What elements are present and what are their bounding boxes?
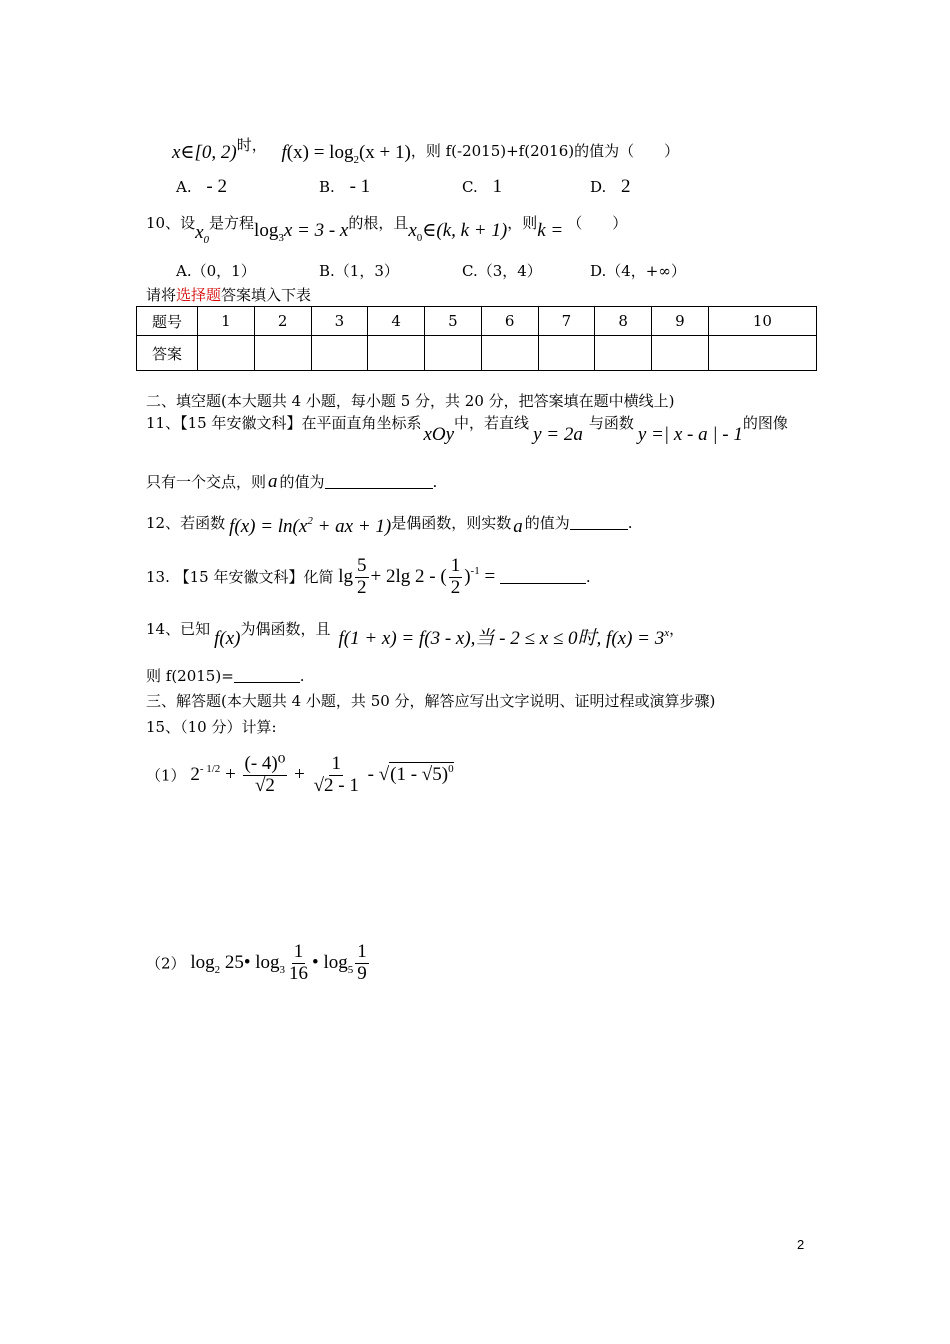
- q14-prefix: 14、已知: [146, 620, 211, 638]
- answer-cell[interactable]: [198, 336, 255, 371]
- q12-prefix: 12、若函数: [146, 514, 226, 532]
- q15-p1-sqrt: √: [378, 763, 390, 785]
- q14-end: .: [299, 667, 305, 685]
- q15-p2-frac3: [355, 942, 369, 985]
- q11-line-eq: y = 2a: [533, 424, 583, 445]
- q15-p2-log2: log: [255, 951, 280, 973]
- q12-func: [229, 516, 391, 537]
- answer-cell[interactable]: [538, 336, 595, 371]
- q15-p1-root: (1 - √5): [390, 763, 449, 785]
- q10-eq-rest: x = 3 - x: [283, 220, 349, 241]
- q15-p2-a1: 25•: [220, 951, 251, 973]
- q12-line: [146, 514, 633, 539]
- answer-cell[interactable]: [652, 336, 709, 371]
- q15-p2-log1: log: [190, 951, 215, 973]
- q13-prefix: 13. 【15 年安徽文科】化简: [146, 567, 334, 586]
- q10-cond-sub: 0: [416, 232, 423, 244]
- q13-expression: [338, 555, 500, 598]
- q14-line2: [146, 667, 305, 685]
- q10-eq-log: log: [254, 220, 279, 241]
- q15-p1-plus2: +: [294, 763, 305, 785]
- q10-cond: [408, 220, 508, 244]
- q15-p2-num2: 1: [293, 941, 304, 962]
- q12-sup: 2: [307, 515, 313, 527]
- answer-table-header-row: [137, 307, 817, 336]
- q15-p2-den2: 16: [289, 962, 309, 984]
- answer-table-number: 5: [425, 307, 482, 336]
- answer-table-number: 2: [254, 307, 311, 336]
- section3-heading: 三、解答题(本大题共 4 小题，共 50 分，解答应写出文字说明、证明过程或演算步骤): [146, 692, 716, 710]
- q9-option-a-label: A.: [176, 178, 192, 196]
- table-intro: [146, 286, 311, 304]
- q11-var-a: a: [268, 471, 278, 492]
- q11-end: .: [432, 473, 438, 491]
- section2-heading: 二、填空题(本大题共 4 小题，每小题 5 分，共 20 分，把答案填在题中横线上): [146, 392, 675, 410]
- q15-p1-radicand: [389, 762, 453, 787]
- answer-table: [136, 306, 817, 371]
- answer-cell[interactable]: [311, 336, 368, 371]
- q10-option-a: A.（0，1）: [176, 262, 256, 280]
- answer-table-number: 1: [198, 307, 255, 336]
- q12-answer-blank[interactable]: [570, 515, 628, 530]
- q11-answer-blank[interactable]: [325, 474, 433, 489]
- q9-option-c-value: 1: [492, 176, 502, 197]
- answer-cell[interactable]: [595, 336, 652, 371]
- answer-table-number: 8: [595, 307, 652, 336]
- table-intro-after: 答案填入下表: [221, 286, 312, 304]
- q15-p1-frac2: [312, 754, 361, 797]
- q9-func-f: f: [281, 142, 287, 163]
- q9-option-d-label: D.: [590, 178, 607, 196]
- q13-close: ): [464, 565, 471, 587]
- q11-line2: [146, 471, 437, 494]
- q10-equation: [254, 220, 349, 244]
- q15-p1-num1: (- 4)⁰: [244, 753, 286, 774]
- q14-line2-text: 则 f(2015)=: [146, 667, 234, 685]
- q15-title: 15、（10 分）计算:: [146, 718, 277, 736]
- q15-p2-num3: 1: [357, 941, 367, 962]
- q11-func-eq: y =| x - a | - 1: [637, 424, 743, 445]
- q15-p2-b1: 2: [214, 963, 221, 976]
- answer-table-number: 6: [481, 307, 538, 336]
- q11-line2-after: 的值为: [279, 473, 325, 491]
- answer-cell[interactable]: [368, 336, 425, 371]
- q9-option-c: [462, 176, 502, 199]
- q12-var-a: a: [513, 516, 523, 537]
- q9-option-d-value: 2: [621, 176, 631, 197]
- q10-paren: （ ）: [567, 214, 628, 232]
- q9-option-a: [176, 176, 227, 199]
- q15-p1-plus: +: [225, 763, 236, 785]
- q14-cond: [338, 628, 669, 649]
- q13-frac1: [355, 556, 369, 599]
- q10-stem: [146, 214, 627, 247]
- page-number: 2: [797, 1237, 805, 1252]
- q13-mid: + 2lg 2 - (: [370, 565, 447, 587]
- q13-sup: -1: [470, 564, 480, 577]
- q10-x0: [195, 222, 210, 246]
- q12-end: .: [627, 514, 633, 532]
- q10-number: 10、设: [146, 214, 196, 232]
- answer-cell[interactable]: [425, 336, 482, 371]
- q9-option-c-label: C.: [462, 178, 478, 196]
- q9-func: [281, 142, 411, 166]
- answer-cell[interactable]: [708, 336, 816, 371]
- q9-option-b-value: - 1: [349, 176, 371, 197]
- q15-p2-label: （2）: [146, 954, 186, 973]
- q9-log-base: 2: [353, 154, 359, 166]
- answer-table-row1-label: 题号: [137, 307, 198, 336]
- q10-text3: ，则: [507, 214, 538, 232]
- q15-p2-log3: log: [323, 951, 348, 973]
- q10-k-eq: k =: [537, 220, 564, 241]
- q15-p1-sup: - 1/2: [199, 762, 221, 775]
- answer-table-number: 3: [311, 307, 368, 336]
- q15-part2: [146, 942, 371, 985]
- q15-p1-num2: 1: [331, 753, 341, 774]
- q10-cond-rest: ∈(k, k + 1): [422, 220, 508, 241]
- q11-line2-before: 只有一个交点，则: [146, 473, 267, 491]
- answer-table-row2-label: 答案: [137, 336, 198, 371]
- q9-func-rest: (x) = log: [286, 142, 354, 163]
- q15-p1-minus: -: [367, 763, 374, 785]
- q13-den2: 2: [450, 576, 461, 598]
- q9-func-arg: (x + 1): [358, 142, 411, 163]
- table-intro-before: 请将: [146, 286, 177, 304]
- q12-mid: 是偶函数，则实数: [391, 514, 512, 532]
- q9-option-d: [590, 176, 631, 199]
- q13-den1: 2: [357, 576, 367, 598]
- q13-lg: lg: [338, 565, 354, 587]
- q15-p2-expression: [190, 941, 370, 984]
- q15-p2-b3: 5: [347, 963, 354, 976]
- q13-frac2: [449, 556, 463, 599]
- q14-sup: x: [664, 627, 670, 639]
- answer-cell[interactable]: [254, 336, 311, 371]
- q10-option-d: D.（4，+∞）: [590, 262, 686, 280]
- answer-table-answer-row: [137, 336, 817, 371]
- q10-x0-var: x: [195, 222, 204, 243]
- q15-p1-den1: √2: [254, 774, 275, 796]
- answer-table-number: 7: [538, 307, 595, 336]
- q10-cond-x: x: [408, 220, 417, 241]
- q11-prefix: 11、【15 年安徽文科】在平面直角坐标系: [146, 414, 422, 432]
- q12-suffix: 的值为: [524, 514, 570, 532]
- q14-comma: ，: [669, 620, 685, 638]
- q14-cond-main: f(1 + x) = f(3 - x),当 - 2 ≤ x ≤ 0时, f(x) = 3: [338, 628, 665, 649]
- q13-num2: 1: [450, 555, 461, 576]
- q12-func-rest: + ax + 1): [312, 516, 392, 537]
- q9-option-b: [319, 176, 370, 199]
- q9-text2: ，则 f(-2015)+f(2016)的值为（ ）: [410, 142, 680, 160]
- q9-option-a-value: - 2: [206, 176, 227, 197]
- q10-option-c: C.（3，4）: [462, 262, 542, 280]
- q14-mid: 为偶函数，且: [240, 620, 331, 638]
- q9-condition-line: [172, 136, 679, 167]
- q10-text2: 的根，且: [348, 214, 409, 232]
- answer-cell[interactable]: [481, 336, 538, 371]
- answer-table-number: 9: [652, 307, 709, 336]
- q11-coord: xOy: [423, 424, 455, 445]
- table-intro-highlight: 选择题: [176, 286, 222, 304]
- q15-p2-b2: 3: [279, 963, 286, 976]
- q11-mid2: 与函数: [588, 414, 634, 432]
- q11-suffix: 的图像: [742, 414, 788, 432]
- q9-text1: 时，: [236, 136, 267, 154]
- q13-eq: =: [479, 565, 496, 587]
- q9-cond: x∈[0, 2): [172, 142, 237, 163]
- q15-p1-label: （1）: [146, 766, 186, 785]
- q9-option-b-label: B.: [319, 178, 335, 196]
- q10-x0-sub: 0: [203, 234, 210, 246]
- q14-func: f(x): [214, 628, 241, 649]
- q15-p1-base: 2: [190, 763, 200, 785]
- q10-text1: 是方程: [209, 214, 255, 232]
- q11-line1: [146, 414, 788, 447]
- q13-num1: 5: [357, 555, 367, 576]
- answer-table-number: 4: [368, 307, 425, 336]
- q15-p1-root-sup: 0: [448, 762, 454, 775]
- q15-p2-den3: 9: [357, 962, 367, 984]
- answer-table-number: 10: [708, 307, 816, 336]
- q11-mid1: 中，若直线: [454, 414, 530, 432]
- q15-p1-frac1: [243, 754, 288, 797]
- q13-end: .: [585, 567, 591, 586]
- q10-eq-base: 3: [278, 232, 284, 244]
- q15-part1: [146, 754, 454, 797]
- q15-p1-den2: √2 - 1: [313, 774, 359, 796]
- q14-answer-blank[interactable]: [234, 668, 300, 683]
- q12-func-main: f(x) = ln(x: [229, 516, 308, 537]
- q15-p2-frac2: [287, 942, 310, 985]
- q15-p1-expression: [190, 753, 454, 796]
- q13-line: [146, 556, 591, 599]
- q13-answer-blank[interactable]: [500, 569, 586, 584]
- q15-p2-dot: •: [312, 951, 319, 973]
- q10-option-b: B.（1，3）: [319, 262, 399, 280]
- q14-line1: [146, 620, 684, 651]
